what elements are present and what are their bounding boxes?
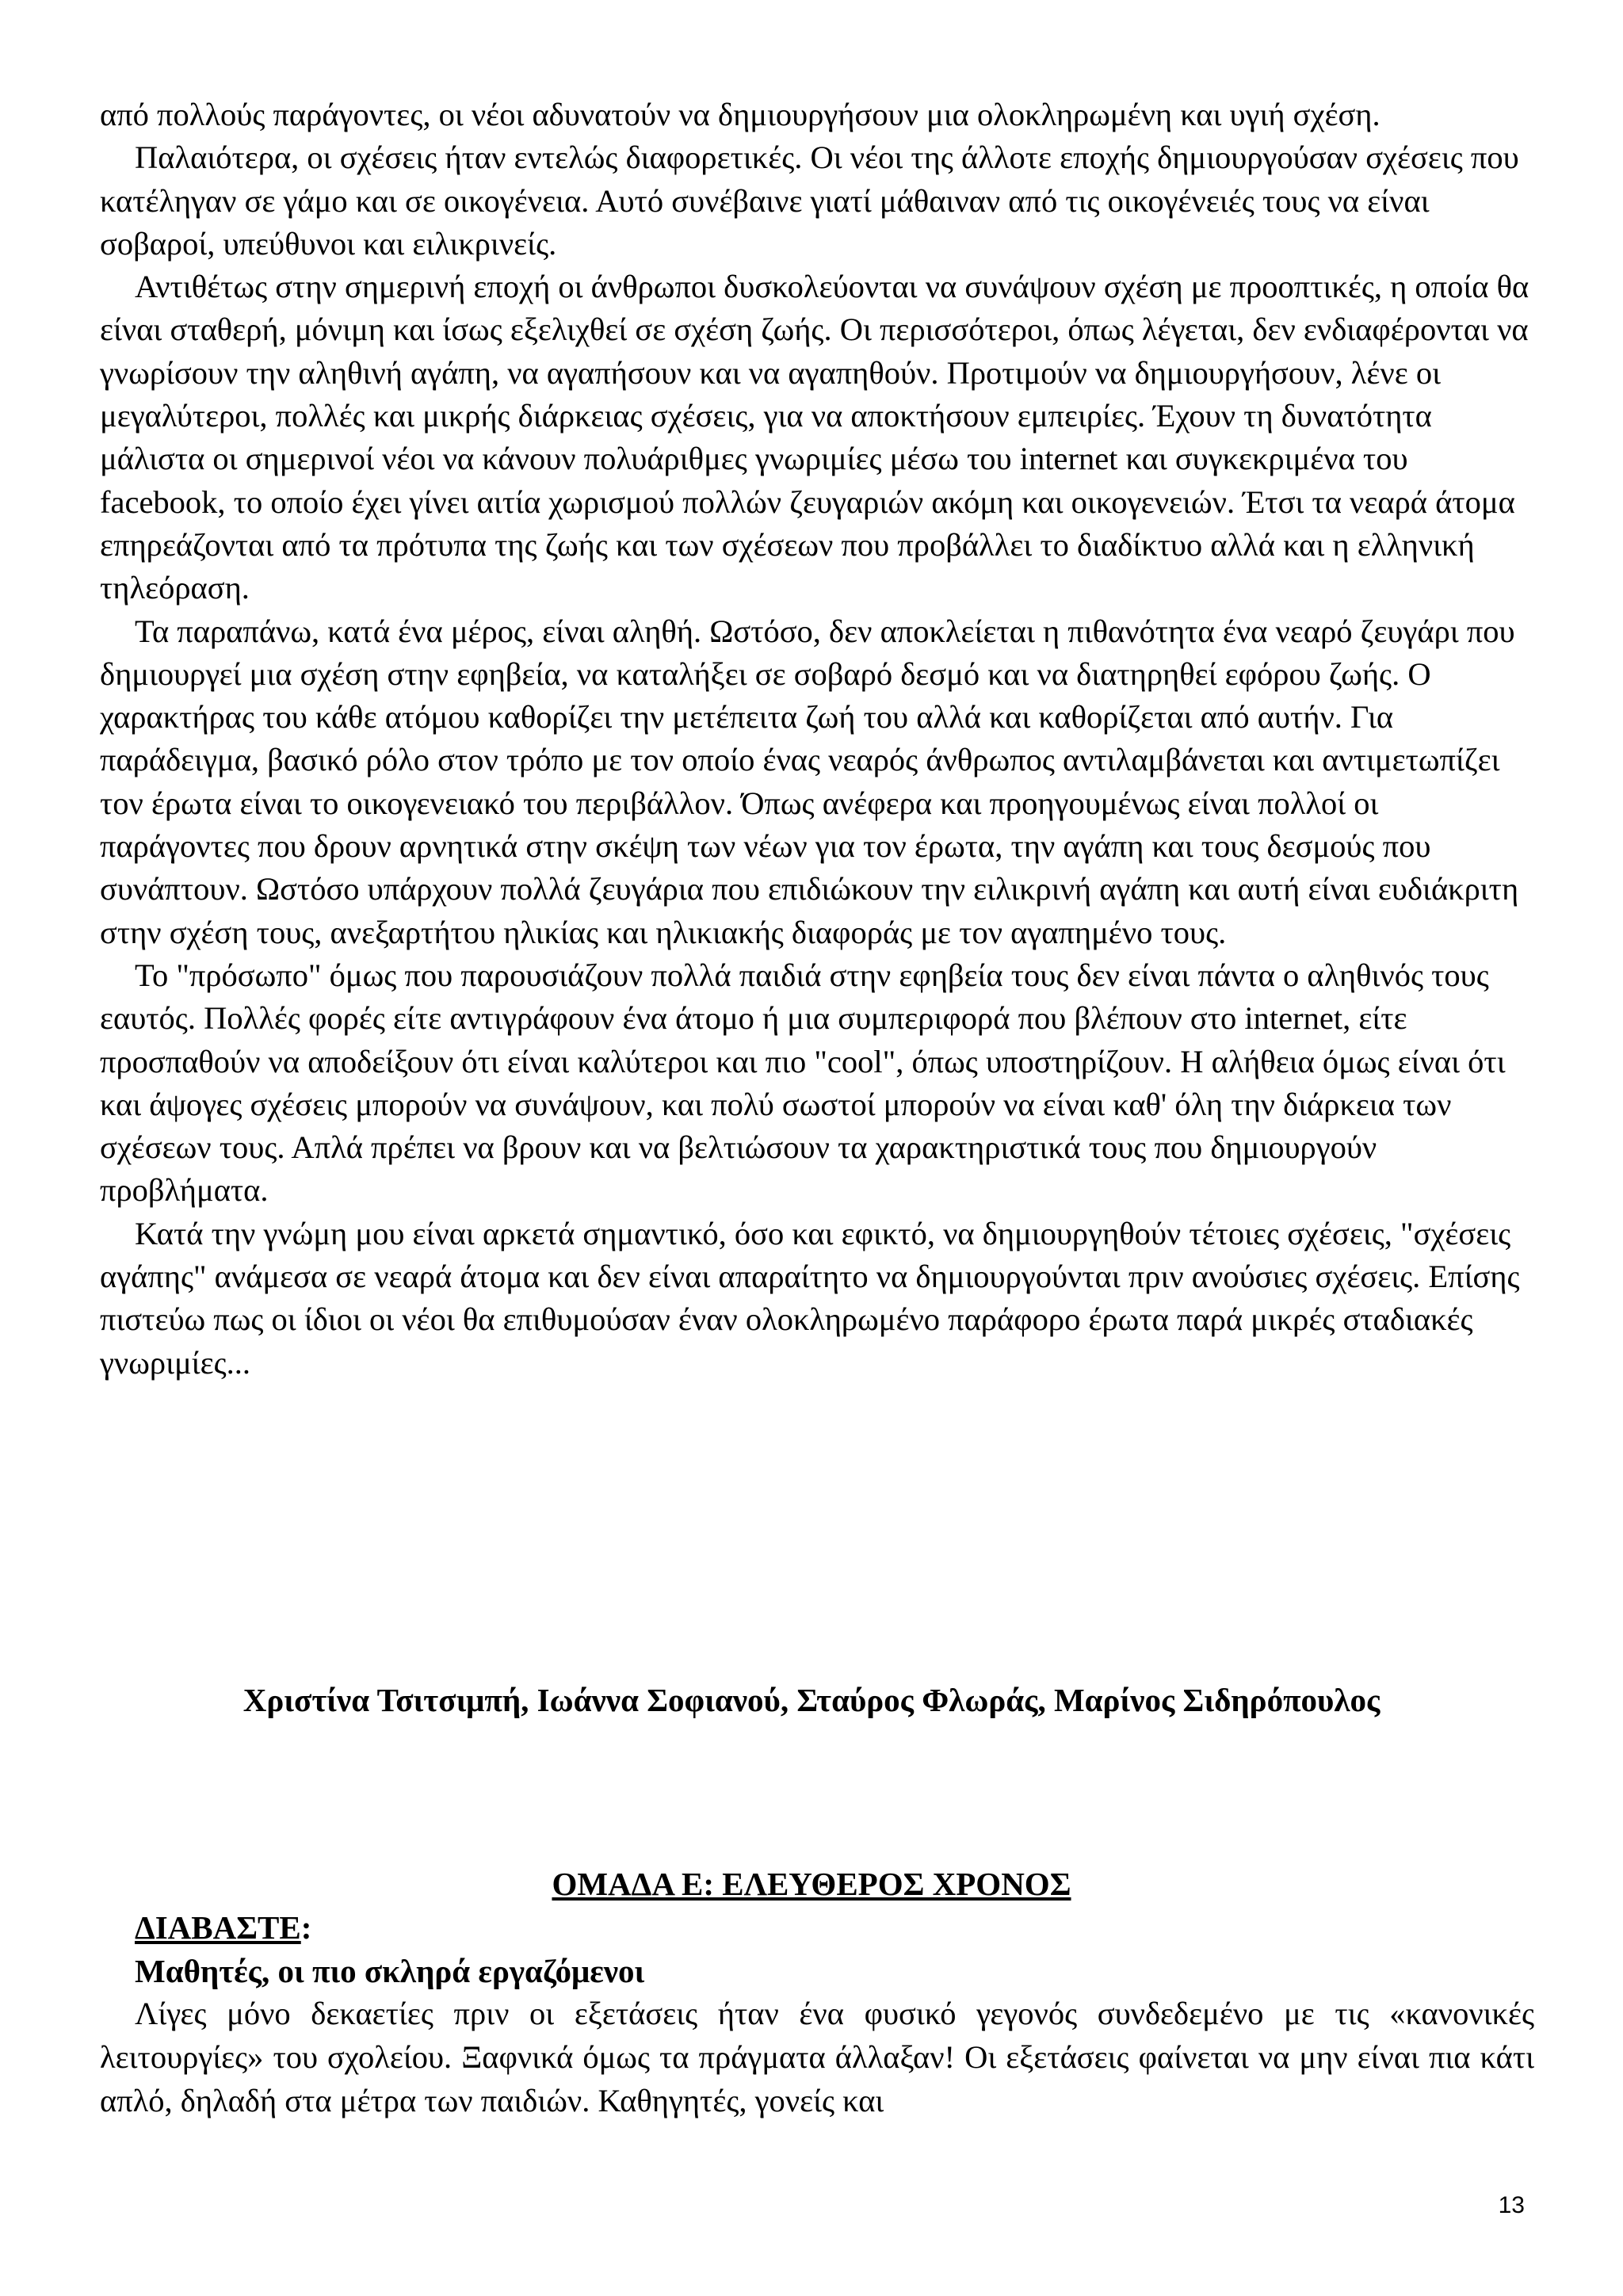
article-paragraph: Λίγες μόνο δεκαετίες πριν οι εξετάσεις ήταν ένα φυσικό γεγονός συνδεδεμένο με τις «κανονικές λειτουργίες» του σχολείου. Ξαφνικά όμως τα πράγματα άλλαξαν! Οι εξετάσεις φαίνεται να μην είναι πια κάτι απλό, δηλαδή στα μέτρα των παιδιών. Καθηγητές, γονείς και <box>100 1996 1534 2118</box>
paragraph: Παλαιότερα, οι σχέσεις ήταν εντελώς διαφορετικές. Οι νέοι της άλλοτε εποχής δημιουργούσαν σχέσεις που κατέληγαν σε γάμο και σε οικογένεια. Αυτό συνέβαινε γιατί μάθαιναν από τις οικογένειές τους να είναι σοβαροί, υπεύθυνοι και ειλικρινείς. <box>100 139 1519 262</box>
paragraph: Τα παραπάνω, κατά ένα μέρος, είναι αληθή. Ωστόσο, δεν αποκλείεται η πιθανότητα ένα νεαρό ζευγάρι που δημιουργεί μια σχέση στην εφηβεία, να καταλήξει σε σοβαρό δεσμό και να διατηρηθεί εφόρου ζωής. Ο χαρακτήρας του κάθε ατόμου καθορίζει την μετέπειτα ζωή του αλλά και καθορίζεται από αυτήν. Για παράδειγμα, βασικό ρόλο στον τρόπο με τον οποίο ένας νεαρός άνθρωπος αντιλαμβάνεται και αντιμετωπίζει τον έρωτα είναι το οικογενειακό του περιβάλλον. Όπως ανέφερα και προηγουμένως είναι πολλοί οι παράγοντες που δρουν αρνητικά στην σκέψη των νέων για τον έρωτα, την αγάπη και τους δεσμούς που συνάπτουν. Ωστόσο υπάρχουν πολλά ζευγάρια που επιδιώκουν την ειλικρινή αγάπη και αυτή είναι ευδιάκριτη στην σχέση τους, ανεξαρτήτου ηλικίας και ηλικιακής διαφοράς με τον αγαπημένο τους. <box>100 613 1519 950</box>
read-heading-colon: : <box>300 1909 312 1946</box>
page-number: 13 <box>1498 2192 1525 2218</box>
read-heading-text: ΔΙΑΒΑΣΤΕ <box>135 1909 301 1946</box>
read-heading <box>135 1906 311 1949</box>
section-heading: ΟΜΑΔΑ Ε: ΕΛΕΥΘΕΡΟΣ ΧΡΟΝΟΣ <box>552 1866 1071 1902</box>
paragraph: Κατά την γνώμη μου είναι αρκετά σημαντικό, όσο και εφικτό, να δημιουργηθούν τέτοιες σχέσεις, "σχέσεις αγάπης" ανάμεσα σε νεαρά άτομα και δεν είναι απαραίτητο να δημιουργούνται πριν ανούσιες σχέσεις. Επίσης πιστεύω πως οι ίδιοι οι νέοι θα επιθυμούσαν έναν ολοκληρωμένο παράφορο έρωτα παρά μικρές σταδιακές γνωριμίες... <box>100 1215 1520 1381</box>
paragraph: Το "πρόσωπο" όμως που παρουσιάζουν πολλά παιδιά στην εφηβεία τους δεν είναι πάντα ο αληθινός τους εαυτός. Πολλές φορές είτε αντιγράφουν ένα άτομο ή μια συμπεριφορά που βλέπουν στο internet, είτε προσπαθούν να αποδείξουν ότι είναι καλύτεροι και πιο "cool", όπως υποστηρίζουν. Η αλήθεια όμως είναι ότι και άψογες σχέσεις μπορούν να συνάψουν, και πολύ σωστοί μπορούν να είναι καθ' όλη την διάρκεια των σχέσεων τους. Απλά πρέπει να βρουν και να βελτιώσουν τα χαρακτηριστικά τους που δημιουργούν προβλήματα. <box>100 957 1506 1209</box>
article-body <box>100 94 1534 1385</box>
paragraph: από πολλούς παράγοντες, οι νέοι αδυνατούν να δημιουργήσουν μια ολοκληρωμένη και υγιή σχέση. <box>100 97 1381 132</box>
paragraph: Αντιθέτως στην σημερινή εποχή οι άνθρωποι δυσκολεύονται να συνάψουν σχέση με προοπτικές, η οποία θα είναι σταθερή, μόνιμη και ίσως εξελιχθεί σε σχέση ζωής. Οι περισσότεροι, όπως λέγεται, δεν ενδιαφέρονται να γνωρίσουν την αληθινή αγάπη, να αγαπήσουν και να αγαπηθούν. Προτιμούν να δημιουργήσουν, λένε οι μεγαλύτεροι, πολλές και μικρής διάρκειας σχέσεις, για να αποκτήσουν εμπειρίες. Έχουν τη δυνατότητα μάλιστα οι σημερινοί νέοι να κάνουν πολυάριθμες γνωριμίες μέσω του internet και συγκεκριμένα του facebook, το οποίο έχει γίνει αιτία χωρισμού πολλών ζευγαριών ακόμη και οικογενειών. Έτσι τα νεαρά άτομα επηρεάζονται από τα πρότυπα της ζωής και των σχέσεων που προβάλλει το διαδίκτυο αλλά και η ελληνική τηλεόραση. <box>100 269 1529 606</box>
author-names: Χριστίνα Τσιτσιμπή, Ιωάννα Σοφιανού, Σταύρος Φλωράς, Μαρίνος Σιδηρόπουλος <box>242 1682 1381 1718</box>
article-title: Μαθητές, οι πιο σκληρά εργαζόμενοι <box>135 1953 645 1989</box>
